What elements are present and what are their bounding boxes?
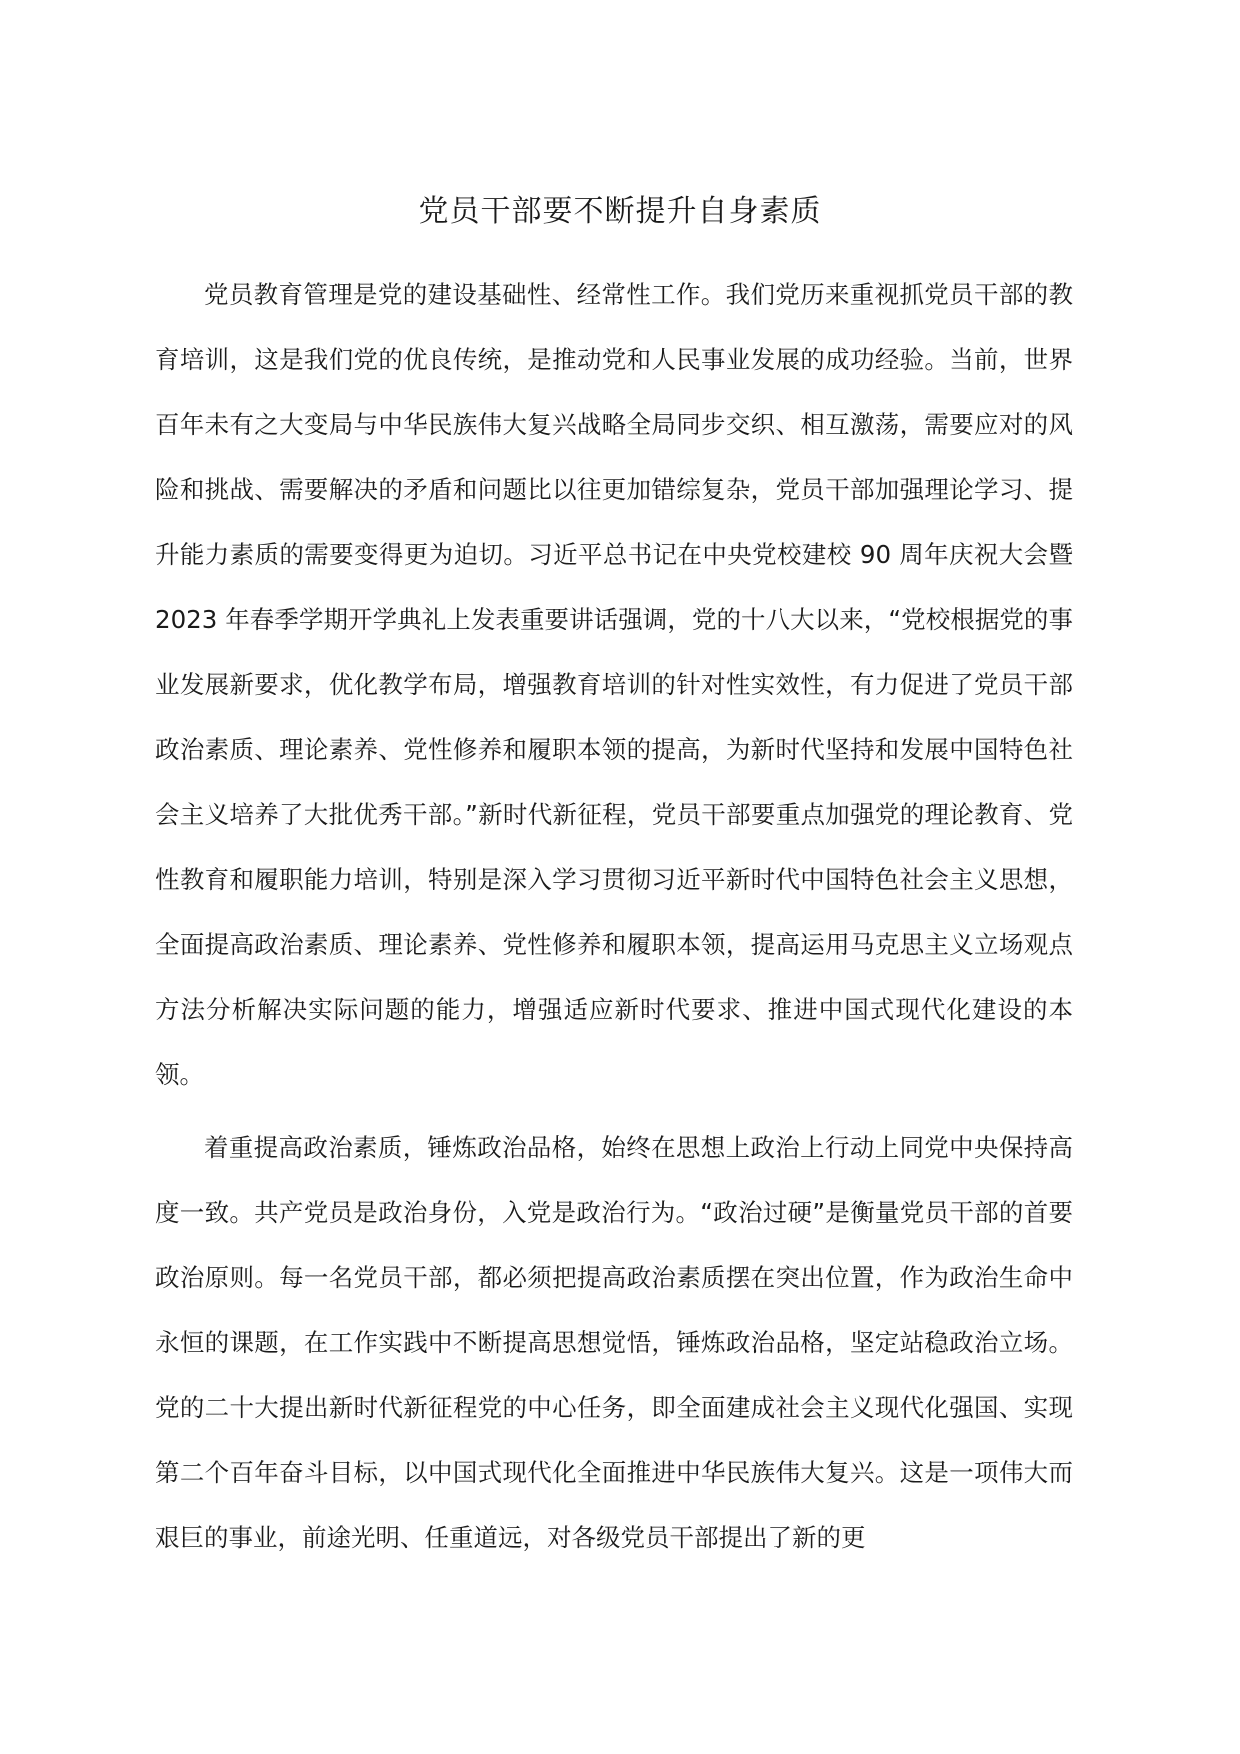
document-title: 党员干部要不断提升自身素质	[418, 194, 822, 229]
document-body	[155, 262, 1073, 1578]
paragraph-2: 着重提高政治素质，锤炼政治品格，始终在思想上政治上行动上同党中央保持高度一致。共产党员是政治身份，入党是政治行为。“政治过硬”是衡量党员干部的首要政治原则。每一名党员干部，都必须把提高政治素质摆在突出位置，作为政治生命中永恒的课题，在工作实践中不断提高思想觉悟，锤炼政治品格，坚定站稳政治立场。党的二十大提出新时代新征程党的中心任务，即全面建成社会主义现代化强国、实现第二个百年奋斗目标，以中国式现代化全面推进中华民族伟大复兴。这是一项伟大而艰巨的事业，前途光明、任重道远，对各级党员干部提出了新的更	[155, 1133, 1073, 1552]
paragraph-1: 党员教育管理是党的建设基础性、经常性工作。我们党历来重视抓党员干部的教育培训，这是我们党的优良传统，是推动党和人民事业发展的成功经验。当前，世界百年未有之大变局与中华民族伟大复兴战略全局同步交织、相互激荡，需要应对的风险和挑战、需要解决的矛盾和问题比以往更加错综复杂，党员干部加强理论学习、提升能力素质的需要变得更为迫切。习近平总书记在中央党校建校 90 周年庆祝大会暨 2023 年春季学期开学典礼上发表重要讲话强调，党的十八大以来，“党校根据党的事业发展新要求，优化教学布局，增强教育培训的针对性实效性，有力促进了党员干部政治素质、理论素养、党性修养和履职本领的提高，为新时代坚持和发展中国特色社会主义培养了大批优秀干部。”新时代新征程，党员干部要重点加强党的理论教育、党性教育和履职能力培训，特别是深入学习贯彻习近平新时代中国特色社会主义思想，全面提高政治素质、理论素养、党性修养和履职本领，提高运用马克思主义立场观点方法分析解决实际问题的能力，增强适应新时代要求、推进中国式现代化建设的本领。	[155, 280, 1073, 1089]
